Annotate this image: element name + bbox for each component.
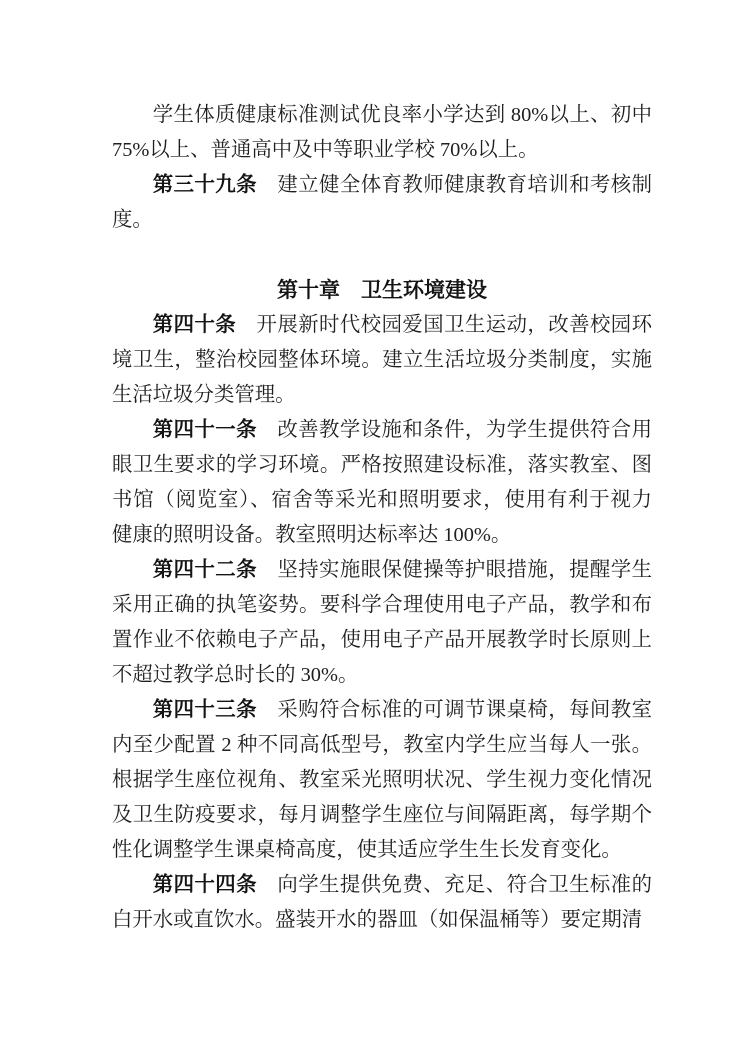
article-number-label: 第四十一条	[152, 419, 257, 441]
article-paragraph	[112, 413, 652, 553]
article-text: 向学生提供免费、充足、符合卫生标准的白开水或直饮水。盛装开水的器皿（如保温桶等）要定期清	[112, 874, 652, 931]
article-paragraph	[112, 308, 652, 413]
article-paragraph	[112, 693, 652, 868]
chapter-heading	[112, 273, 652, 308]
article-number-label: 第三十九条	[152, 174, 257, 196]
article-text: 改善教学设施和条件，为学生提供符合用眼卫生要求的学习环境。严格按照建设标准，落实教室、图书馆（阅览室）、宿舍等采光和照明要求，使用有利于视力健康的照明设备。教室照明达标率达 100%。	[112, 419, 652, 546]
article-text: 开展新时代校园爱国卫生运动，改善校园环境卫生，整治校园整体环境。建立生活垃圾分类制度，实施生活垃圾分类管理。	[112, 314, 653, 406]
article-text: 学生体质健康标准测试优良率小学达到 80%以上、初中 75%以上、普通高中及中等职业学校 70%以上。	[112, 104, 652, 161]
chapter-title: 卫生环境建设	[361, 278, 487, 302]
article-text: 坚持实施眼保健操等护眼措施，提醒学生采用正确的执笔姿势。要科学合理使用电子产品，教学和布置作业不依赖电子产品，使用电子产品开展教学时长原则上不超过教学总时长的 30%。	[112, 559, 652, 686]
article-paragraph	[112, 553, 652, 693]
chapter-number: 第十章	[277, 278, 340, 302]
article-number-label: 第四十二条	[152, 559, 257, 581]
article-text: 建立健全体育教师健康教育培训和考核制度。	[112, 174, 652, 231]
document-content	[112, 98, 652, 938]
article-number-label: 第四十三条	[152, 699, 257, 721]
article-paragraph	[112, 98, 652, 168]
article-number-label: 第四十四条	[152, 874, 257, 896]
article-paragraph	[112, 168, 652, 238]
article-number-label: 第四十条	[152, 314, 237, 336]
article-paragraph	[112, 868, 652, 938]
article-text: 采购符合标准的可调节课桌椅，每间教室内至少配置 2 种不同高低型号，教室内学生应当每人一张。根据学生座位视角、教室采光照明状况、学生视力变化情况及卫生防疫要求，每月调整学生座位与间隔距离，每学期个性化调整学生课桌椅高度，使其适应学生生长发育变化。	[112, 699, 652, 861]
